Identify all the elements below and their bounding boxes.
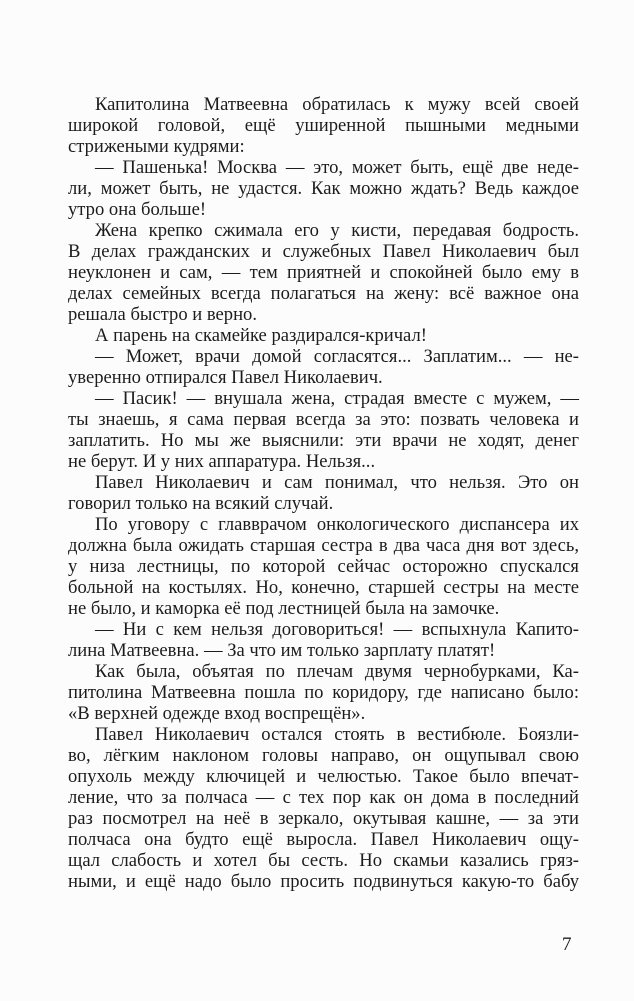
text-line: делах семейных всегда полагаться на жену: всё важное она [68,283,579,304]
text-line: больной на костылях. Но, конечно, старшей сестры на месте [68,577,579,598]
text-line: не берут. И у них аппаратура. Нельзя... [68,451,376,472]
text-line: решала быстро и верно. [68,304,257,325]
text-line: Павел Николаевич и сам понимал, что нельзя. Это он [95,472,579,493]
page-number: 7 [562,934,572,955]
text-line: полчаса она будто ещё выросла. Павел Николаевич ощу- [68,829,579,850]
text-line: говорил только на всякий случай. [68,493,334,514]
text-line: А парень на скамейке раздирался-кричал! [95,325,427,346]
text-line: ление, что за полчаса — с тех пор как он дома в последний [68,787,579,808]
text-line: у низа лестницы, по которой сейчас осторожно спускался [68,556,579,577]
text-line: широкой головой, ещё уширенной пышными медными [68,115,579,136]
text-line: лина Матвеевна. — За что им только зарплату платят! [68,640,496,661]
text-line: Как была, объятая по плечам двумя чернобурками, Ка- [95,661,579,682]
text-line: заплатить. Но мы же выяснили: эти врачи не ходят, денег [68,430,579,451]
text-line: — Пашенька! Москва — это, может быть, ещё две неде- [95,157,579,178]
text-line: уверенно отпирался Павел Николаевич. [68,367,383,388]
text-line: утро она больше! [68,199,207,220]
text-line: не было, и каморка её под лестницей была на замочке. [68,598,500,619]
text-line: ли, может быть, не удастся. Как можно ждать? Ведь каждое [68,178,579,199]
text-line: В делах гражданских и служебных Павел Николаевич был [68,241,579,262]
text-line: Капитолина Матвеевна обратилась к мужу всей своей [95,94,579,115]
text-line: опухоль между ключицей и челюстью. Такое было впечат- [68,766,579,787]
text-line: По уговору с главврачом онкологического диспансера их [95,514,579,535]
text-line: во, лёгким наклоном головы направо, он ощупывал свою [68,745,579,766]
text-line: — Ни с кем нельзя договориться! — вспыхнула Капито- [95,619,579,640]
page-text [68,94,579,892]
text-line: неуклонен и сам, — тем приятней и спокойней было ему в [68,262,579,283]
text-line: Жена крепко сжимала его у кисти, передавая бодрость. [95,220,579,241]
text-line: Павел Николаевич остался стоять в вестибюле. Боязли- [95,724,579,745]
text-line: «В верхней одежде вход воспрещён». [68,703,366,724]
text-line: раз посмотрел на неё в зеркало, окутывая кашне, — за эти [68,808,579,829]
text-line: ными, и ещё надо было просить подвинуться какую-то бабу [68,871,579,892]
text-line: — Пасик! — внушала жена, страдая вместе с мужем, — [95,388,579,409]
text-line: стрижеными кудрями: [68,136,245,157]
text-line: — Может, врачи домой согласятся... Заплатим... — не- [95,346,579,367]
text-line: ты знаешь, я сама первая всегда за это: позвать человека и [68,409,579,430]
text-line: щал слабость и хотел бы сесть. Но скамьи казались гряз- [68,850,579,871]
text-line: должна была ожидать старшая сестра в два часа дня вот здесь, [68,535,579,556]
text-line: питолина Матвеевна пошла по коридору, где написано было: [68,682,579,703]
